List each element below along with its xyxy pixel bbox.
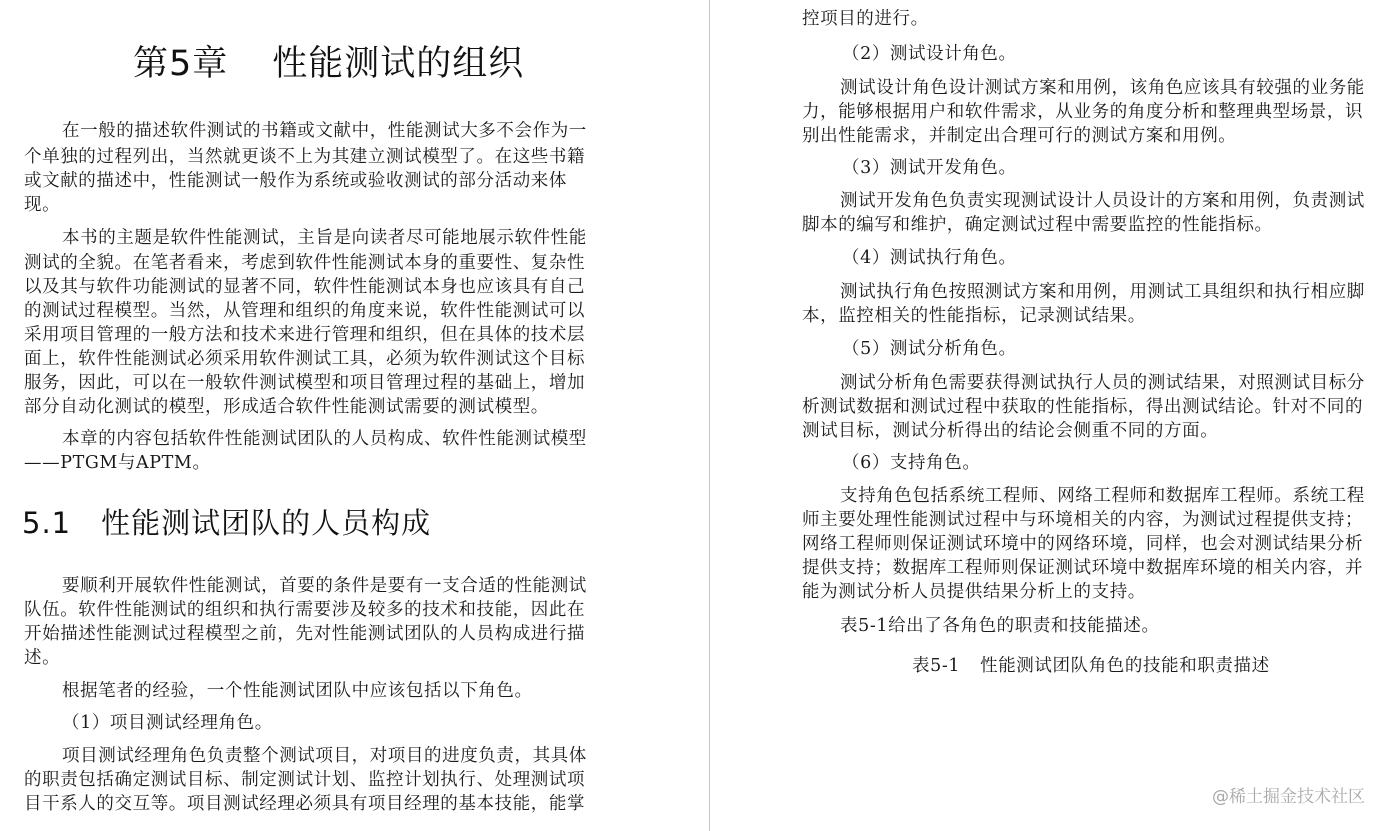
chapter-number: 第5章 [133, 44, 229, 84]
paragraph-line: 采用项目管理的一般方法和技术来进行管理和组织，但在具体的技术层 [24, 325, 586, 345]
paragraph-line: 能为测试分析人员提供结果分析上的支持。 [802, 582, 1146, 602]
role-heading: （2）测试设计角色。 [842, 44, 1017, 64]
paragraph-line: 或文献的描述中，性能测试一般作为系统或验收测试的部分活动来体 [24, 171, 567, 191]
paragraph-line: 个单独的过程列出，当然就更谈不上为其建立测试模型了。在这些书籍 [24, 147, 586, 167]
paragraph-line: 的职责包括确定测试目标、制定测试计划、监控计划执行、处理测试项 [24, 770, 586, 790]
table-title: 性能测试团队角色的技能和职责描述 [980, 656, 1270, 676]
paragraph-line: 本书的主题是软件性能测试，主旨是向读者尽可能地展示软件性能 [62, 228, 587, 248]
paragraph-line: 网络工程师则保证测试环境中的网络环境，同样，也会对测试结果分析 [802, 534, 1364, 554]
table-caption [912, 653, 1270, 679]
paragraph-line: 师主要处理性能测试过程中与环境相关的内容，为测试过程提供支持； [802, 510, 1364, 530]
paragraph-line: 表5-1给出了各角色的职责和技能描述。 [840, 616, 1160, 636]
paragraph-line: 部分自动化测试的模型，形成适合软件性能测试需要的测试模型。 [24, 397, 549, 417]
section-number: 5.1 [22, 506, 72, 540]
paragraph-line: 服务，因此，可以在一般软件测试模型和项目管理过程的基础上，增加 [24, 373, 586, 393]
paragraph-line: 目干系人的交互等。项目测试经理必须具有项目经理的基本技能，能掌 [24, 794, 586, 814]
paragraph-line: 项目测试经理角色负责整个测试项目，对项目的进度负责，其具体 [62, 746, 587, 766]
paragraph-line: 要顺利开展软件性能测试，首要的条件是要有一支合适的性能测试 [62, 576, 587, 596]
paragraph-line: 以及其与软件功能测试的显著不同，软件性能测试本身也应该具有自己 [24, 277, 586, 297]
paragraph-line: 在一般的描述软件测试的书籍或文献中，性能测试大多不会作为一 [62, 121, 587, 141]
paragraph-line: 根据笔者的经验，一个性能测试团队中应该包括以下角色。 [62, 681, 533, 701]
table-number: 表5-1 [912, 656, 961, 676]
paragraph-line: 别出性能需求，并制定出合理可行的测试方案和用例。 [802, 126, 1237, 146]
paragraph-line: 面上，软件性能测试必须采用软件测试工具，必须为软件测试这个目标 [24, 349, 586, 369]
paragraph-line: 的测试过程模型。当然，从管理和组织的角度来说，软件性能测试可以 [24, 301, 586, 321]
paragraph-line: 测试设计角色设计测试方案和用例，该角色应该具有较强的业务能 [840, 78, 1365, 98]
role-heading: （4）测试执行角色。 [842, 248, 1017, 268]
paragraph-line: 测试开发角色负责实现测试设计人员设计的方案和用例，负责测试 [840, 191, 1365, 211]
paragraph-line: 提供支持；数据库工程师则保证测试环境中数据库环境的相关内容，并 [802, 558, 1364, 578]
chapter-name: 性能测试的组织 [272, 44, 525, 84]
paragraph-line: 析测试数据和测试过程中获取的性能指标，得出测试结论。针对不同的 [802, 397, 1364, 417]
paragraph-line: 队伍。软件性能测试的组织和执行需要涉及较多的技术和技能，因此在 [24, 600, 586, 620]
section-title [22, 501, 431, 545]
watermark: @稀土掘金技术社区 [1212, 787, 1365, 807]
role-heading: （6）支持角色。 [842, 453, 981, 473]
paragraph-line: 测试目标，测试分析得出的结论会侧重不同的方面。 [802, 421, 1219, 441]
paragraph-line: 测试执行角色按照测试方案和用例，用测试工具组织和执行相应脚 [840, 282, 1365, 302]
paragraph-line: 测试分析角色需要获得测试执行人员的测试结果，对照测试目标分 [840, 373, 1365, 393]
paragraph-line: 述。 [24, 648, 61, 668]
paragraph-line: 控项目的进行。 [802, 9, 929, 29]
paragraph-line: 支持角色包括系统工程师、网络工程师和数据库工程师。系统工程 [840, 486, 1365, 506]
paragraph-line: 本，监控相关的性能指标，记录测试结果。 [802, 306, 1146, 326]
chapter-title [133, 38, 524, 90]
role-heading: （1）项目测试经理角色。 [62, 713, 273, 733]
paragraph-line: ——PTGM与APTM。 [24, 453, 211, 473]
paragraph-line: 脚本的编写和维护，确定测试过程中需要监控的性能指标。 [802, 215, 1273, 235]
section-name: 性能测试团队的人员构成 [101, 506, 432, 540]
paragraph-line: 力，能够根据用户和软件需求，从业务的角度分析和整理典型场景，识 [802, 102, 1364, 122]
role-heading: （5）测试分析角色。 [842, 339, 1017, 359]
paragraph-line: 本章的内容包括软件性能测试团队的人员构成、软件性能测试模型 [62, 429, 587, 449]
paragraph-line: 现。 [24, 195, 61, 215]
paragraph-line: 开始描述性能测试过程模型之前，先对性能测试团队的人员构成进行描 [24, 624, 586, 644]
role-heading: （3）测试开发角色。 [842, 158, 1017, 178]
paragraph-line: 测试的全貌。在笔者看来，考虑到软件性能测试本身的重要性、复杂性 [24, 253, 586, 273]
